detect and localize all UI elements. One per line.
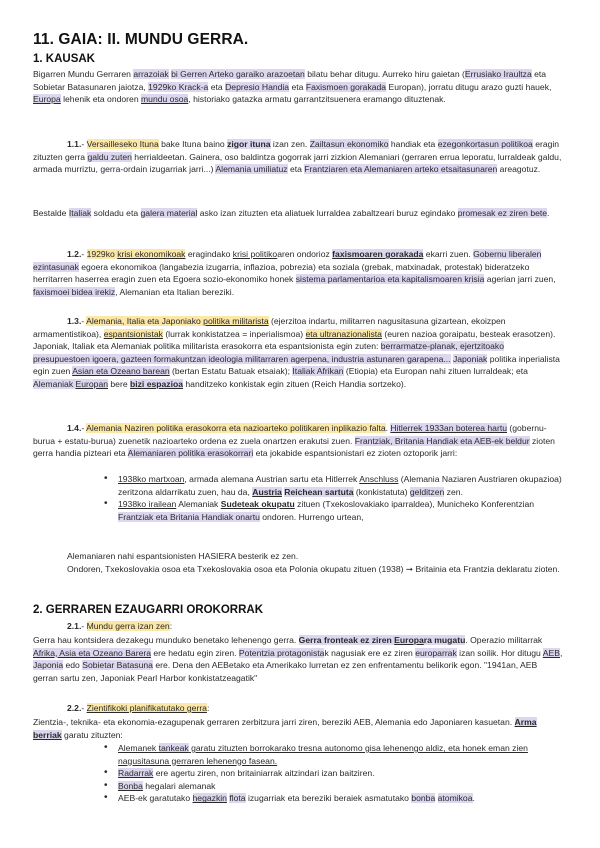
text-run: Depresio Handia: [225, 81, 290, 92]
text-run: zigor ituna: [227, 139, 271, 149]
list-item: [100, 780, 563, 793]
text-run: galdu zuten: [87, 151, 132, 162]
text-run: Bonba: [118, 780, 143, 791]
text-run: zituen (Txekoslovakiako iparraldea), Municheko Konferentzian: [294, 499, 535, 510]
text-run: Asian eta Ozeano barean: [72, 366, 170, 377]
text-run: AEB-ek garatutako: [118, 793, 193, 804]
text-run: asko izan zituzten eta aliatuek lurraldea zabaltzeari buruz egindako: [197, 208, 458, 218]
text-run: 1.2.: [67, 249, 82, 259]
text-run: handitzeko konkistak egin zituen (Reich Handia sortzeko).: [183, 378, 407, 389]
paragraph-1-2: [33, 248, 563, 298]
text-run: Alemaniak: [33, 378, 76, 389]
note-line-2: Ondoren, Txekoslovakia osoa eta Txekoslovakia osoa eta Polonia okupatu zituen (1938) ➞ Britainia eta Frantzia deklaratu zioten.: [67, 563, 560, 574]
text-run: bilatu behar ditugu. Aurreko hiru gaietan (: [304, 69, 465, 79]
text-run: krisi ekonomikoak: [117, 249, 186, 259]
text-run: garatu zituzten borrokarako tresna autonomo gisa lehenengo aldiz, eta honek eman zien nagusitasuna gerraren lehenengo fasean.: [118, 743, 528, 766]
list-item: [100, 742, 563, 767]
text-run: Alemanek: [118, 743, 159, 753]
text-run: ere hedatu egin ziren.: [151, 647, 239, 658]
text-run: promesak ez ziren bete: [457, 208, 548, 218]
text-run: hegalari alemanak: [142, 780, 216, 791]
text-run: Bigarren Mundu Gerraren: [33, 69, 134, 79]
text-run: faxismoaren gorakada: [332, 249, 424, 259]
text-run: , historiako gatazka armatu garrantzitsuenera eramango dituztenak.: [188, 94, 446, 105]
text-run: Hitlerrek 1933an boterea hartu: [390, 423, 507, 433]
paragraph-1-1b: [33, 207, 563, 220]
intro-paragraph: [33, 68, 563, 106]
text-run: Frantziaren eta Alemaniaren arteko etsaitasunaren: [304, 164, 498, 175]
text-run: (bertan Estatu Batuak etsaiak);: [169, 366, 293, 377]
text-run: -: [81, 703, 87, 713]
text-run: Alemaniak: [176, 499, 221, 510]
list-item: [100, 498, 563, 523]
text-run: ere agertu ziren, non britainiarrak aitzindari izan baitziren.: [153, 768, 375, 779]
text-run: :: [169, 621, 173, 631]
text-run: Afrika, Asia eta Ozeano Barera: [33, 647, 151, 658]
text-run: ,: [559, 647, 563, 658]
text-run: 1.3.: [67, 316, 82, 326]
text-run: mundu osoa: [141, 94, 189, 105]
text-run: ra mugatu: [423, 635, 466, 645]
text-run: , armada alemana Austrian sartu eta Hitlerrek: [184, 474, 360, 484]
text-run: eta ultranazionalista: [305, 328, 382, 339]
text-run: .: [472, 793, 475, 804]
text-run: Gerra hau kontsidera dezakegu munduko benetako lehenengo gerra.: [33, 635, 299, 645]
text-run: gelditzen: [409, 486, 445, 497]
text-run: aren ondorioz: [277, 249, 333, 259]
text-run: bi Gerren Arteko garaiko arazoetan: [171, 69, 305, 79]
text-run: izan soilik. Hor ditugu: [456, 647, 543, 658]
text-run: -: [81, 316, 87, 326]
text-run: sistema parlamentarioa eta kapitalismoaren krisia: [295, 274, 485, 285]
list-item: [100, 792, 563, 805]
text-run: Austria: [252, 486, 282, 497]
section-heading-kausak: 1. KAUSAK: [33, 53, 95, 65]
text-run: Europa: [394, 635, 424, 645]
text-run: Zientzia-, teknika- eta ekonomia-ezagupenak gerraren zerbitzura jarri ziren, bereziki AEB, Alemania edo Japoniaren kasuetan.: [33, 717, 515, 727]
text-run: 1.4.: [67, 423, 82, 433]
text-run: Versailleseko Ituna: [86, 139, 159, 149]
text-run: izugarriak eta bereziki beraiek asmatutako: [245, 793, 412, 804]
text-run: (Alemania Naziaren Austriaren okupazioa) zeritzona aldarrikatu zuen, hau da,: [118, 474, 562, 497]
text-run: , Alemanian eta Italian bereziki.: [115, 286, 235, 297]
text-run: Zailtasun ekonomiko: [309, 139, 389, 149]
text-run: Frantziak eta Britania Handiak onartu: [118, 511, 260, 522]
text-run: hegazkin: [192, 793, 227, 804]
text-run: zioten gerra handia pizteari eta: [33, 435, 555, 459]
text-run: Japonia: [33, 660, 64, 671]
text-run: Alemania umiliatuz: [215, 164, 288, 175]
text-run: eta: [289, 81, 306, 92]
text-run: handiak eta: [388, 139, 438, 149]
paragraph-2-1: [33, 634, 563, 684]
text-run: berrarmatze-planak, ejertzitoako presupuestoen igoera, gazteen formakuntzan ideologia militarraren agerpena, industria astunaren garapena...: [33, 341, 504, 364]
text-run: agerian jarri zuen,: [484, 274, 556, 285]
text-run: herrialdeetan. Gainera, oso baldintza gogorrak jarri zizkion Alemaniari (gerraren errua leporatu, lurraldeak galdu, armada murriztu, gerra-ordain izugarriak jarri...): [33, 151, 562, 175]
text-run: bonba: [411, 793, 436, 804]
text-run: -: [81, 249, 87, 259]
text-run: zen.: [444, 486, 463, 497]
text-run: Reichean sartuta: [284, 486, 354, 497]
text-run: soldadu eta: [91, 208, 141, 218]
text-run: krisi politiko: [232, 249, 278, 259]
text-run: k nagusiak ere ez ziren: [324, 647, 416, 658]
subheading-2-2: [67, 702, 563, 715]
text-run: Arma berriak: [33, 717, 537, 740]
text-run: Alemania Naziren politika erasokorra eta nazioarteko politikaren inplikazio falta: [86, 423, 386, 433]
text-run: 2.1.: [67, 621, 82, 631]
text-run: Gobernu liberalen ezintasunak: [33, 249, 542, 272]
text-run: tankeak: [158, 743, 189, 753]
page-title: 11. GAIA: II. MUNDU GERRA.: [33, 31, 249, 48]
text-run: eta Sobietar Batasunaren jaiotza,: [33, 69, 547, 92]
text-run: galera material: [140, 208, 198, 218]
text-run: (euren nazioa goraipatu, besteak erasotzen). Japoniak, Italiak eta Alemaniak politika militarista erasokorra eta espantsionista egin zuten:: [33, 328, 556, 352]
subheading-2-1: [67, 620, 563, 633]
text-run: Frantziak, Britania Handiak eta AEB-ek beldur: [354, 435, 530, 446]
text-run: -: [81, 139, 87, 149]
text-run: Alemaniaren politika erasokorrari: [127, 448, 254, 459]
text-run: (lurrak konkistatzea = inperialismoa): [162, 328, 306, 339]
text-run: eta jokabide espantsionistari ez zioten oztoporik jarri:: [253, 448, 458, 459]
text-run: europarrak: [415, 647, 457, 658]
text-run: eta: [287, 164, 305, 175]
text-run: 1.1.: [67, 139, 82, 149]
text-run: egoera ekonomikoa (langabezia izugarria, inflazioa, pobrezia) eta soziala (grebak, matxinadak, protestak) bideratzeko herritarren haserrea eragin zuen eta Egoera sozio-ekonomiko honek: [33, 261, 530, 285]
paragraph-1-1: [33, 138, 563, 176]
text-run: .: [547, 208, 550, 218]
text-run: -: [81, 423, 87, 433]
text-run: eragindako: [185, 249, 233, 259]
text-run: atomikoa: [437, 793, 473, 804]
text-run: faxismoei bidea irekiz: [33, 286, 116, 297]
text-run: Zientifikoki planifikatutako gerra: [86, 703, 207, 713]
text-run: (konkistatuta): [353, 486, 410, 497]
text-run: 1929ko: [86, 249, 118, 259]
text-run: .: [385, 423, 391, 433]
text-run: 1938ko irailean: [118, 499, 177, 510]
text-run: Japoniak: [452, 353, 488, 364]
list-item: [100, 767, 563, 780]
text-run: 2.2.: [67, 703, 82, 713]
list-item: [100, 473, 563, 498]
text-run: AEB: [542, 647, 560, 658]
text-run: garatu zituzten:: [61, 729, 123, 740]
text-run: Radarrak: [118, 768, 154, 779]
bullet-list-2-2: [100, 742, 563, 805]
text-run: lehenik eta ondoren: [60, 94, 141, 105]
bullet-list-1-4: [100, 473, 563, 523]
paragraph-1-4-after: [67, 550, 563, 575]
text-run: (gobernu-burua + estatu-burua) zuenetik nazioarteko ordena ez zuela onartzen erakutsi zuen.: [33, 423, 547, 446]
section-heading-ezaugarriak: 2. GERRAREN EZAUGARRI OROKORRAK: [33, 604, 264, 616]
text-run: Bestalde: [33, 208, 69, 218]
text-run: Sudeteak okupatu: [220, 499, 295, 510]
text-run: Errusiako Iraultza: [464, 69, 532, 79]
text-run: (Etiopia) eta Europan nahi zituen lurraldeak; eta: [343, 366, 528, 377]
text-run: :: [206, 703, 210, 713]
text-run: arrazoiak: [133, 69, 169, 79]
text-run: edo: [63, 660, 83, 671]
text-run: . Operazio militarrak: [465, 635, 543, 645]
text-run: eragin zituzten gerra: [33, 139, 560, 162]
text-run: Gerra fronteak ez ziren: [298, 635, 395, 645]
text-run: -: [81, 621, 87, 631]
text-run: politika militarista: [203, 316, 269, 326]
text-run: 1938ko martxoan: [118, 474, 185, 484]
text-run: bake Ituna baino: [158, 139, 228, 149]
text-run: ezegonkortasun politikoa: [437, 139, 533, 149]
text-run: Potentzia protagonista: [238, 647, 325, 658]
text-run: (ejerzitoa indartu, militarren nagusitasuna gizartean, ekoizpen armamentistikoa),: [33, 316, 506, 339]
text-run: flota: [229, 793, 246, 804]
paragraph-2-2: [33, 716, 563, 741]
text-run: espantsionistak: [103, 328, 163, 339]
text-run: Sobietar Batasuna: [82, 660, 153, 671]
text-run: Europan: [75, 378, 109, 389]
text-run: ere. Dena den AEBetako eta Amerikako lurretan ez zen enfrentamentu belikorik egon. "1941an, AEB gerran sartu zen, Japoniak Pearl Harbor konkistatzeagatik": [33, 660, 538, 683]
text-run: politika inperialista egin zuen: [33, 353, 560, 377]
text-run: bere: [108, 378, 130, 389]
text-run: Europa: [33, 94, 61, 105]
text-run: Europan), jorratu ditugu arazo guzti hauek,: [386, 81, 552, 92]
text-run: Mundu gerra izan zen: [86, 621, 170, 631]
text-run: Alemania, Italia eta Japoniako: [86, 316, 204, 326]
text-run: Anschluss: [359, 474, 399, 484]
text-run: Faxismoen gorakada: [305, 81, 387, 92]
text-run: bizi espazioa: [130, 378, 184, 389]
text-run: Italiak: [68, 208, 92, 218]
text-run: ondoren. Hurrengo urtean,: [259, 511, 364, 522]
text-run: izan zen.: [270, 139, 310, 149]
text-run: Italiak Afrikan: [292, 366, 344, 377]
text-run: eta: [208, 81, 226, 92]
note-line-1: Alemaniaren nahi espantsionisten HASIERA besterik ez zen.: [67, 551, 299, 561]
text-run: ekarri zuen.: [423, 249, 474, 259]
paragraph-1-4: [33, 422, 563, 460]
text-run: areagotuz.: [497, 164, 541, 175]
text-run: 1929ko Krack-a: [148, 81, 209, 92]
paragraph-1-3: [33, 315, 563, 391]
